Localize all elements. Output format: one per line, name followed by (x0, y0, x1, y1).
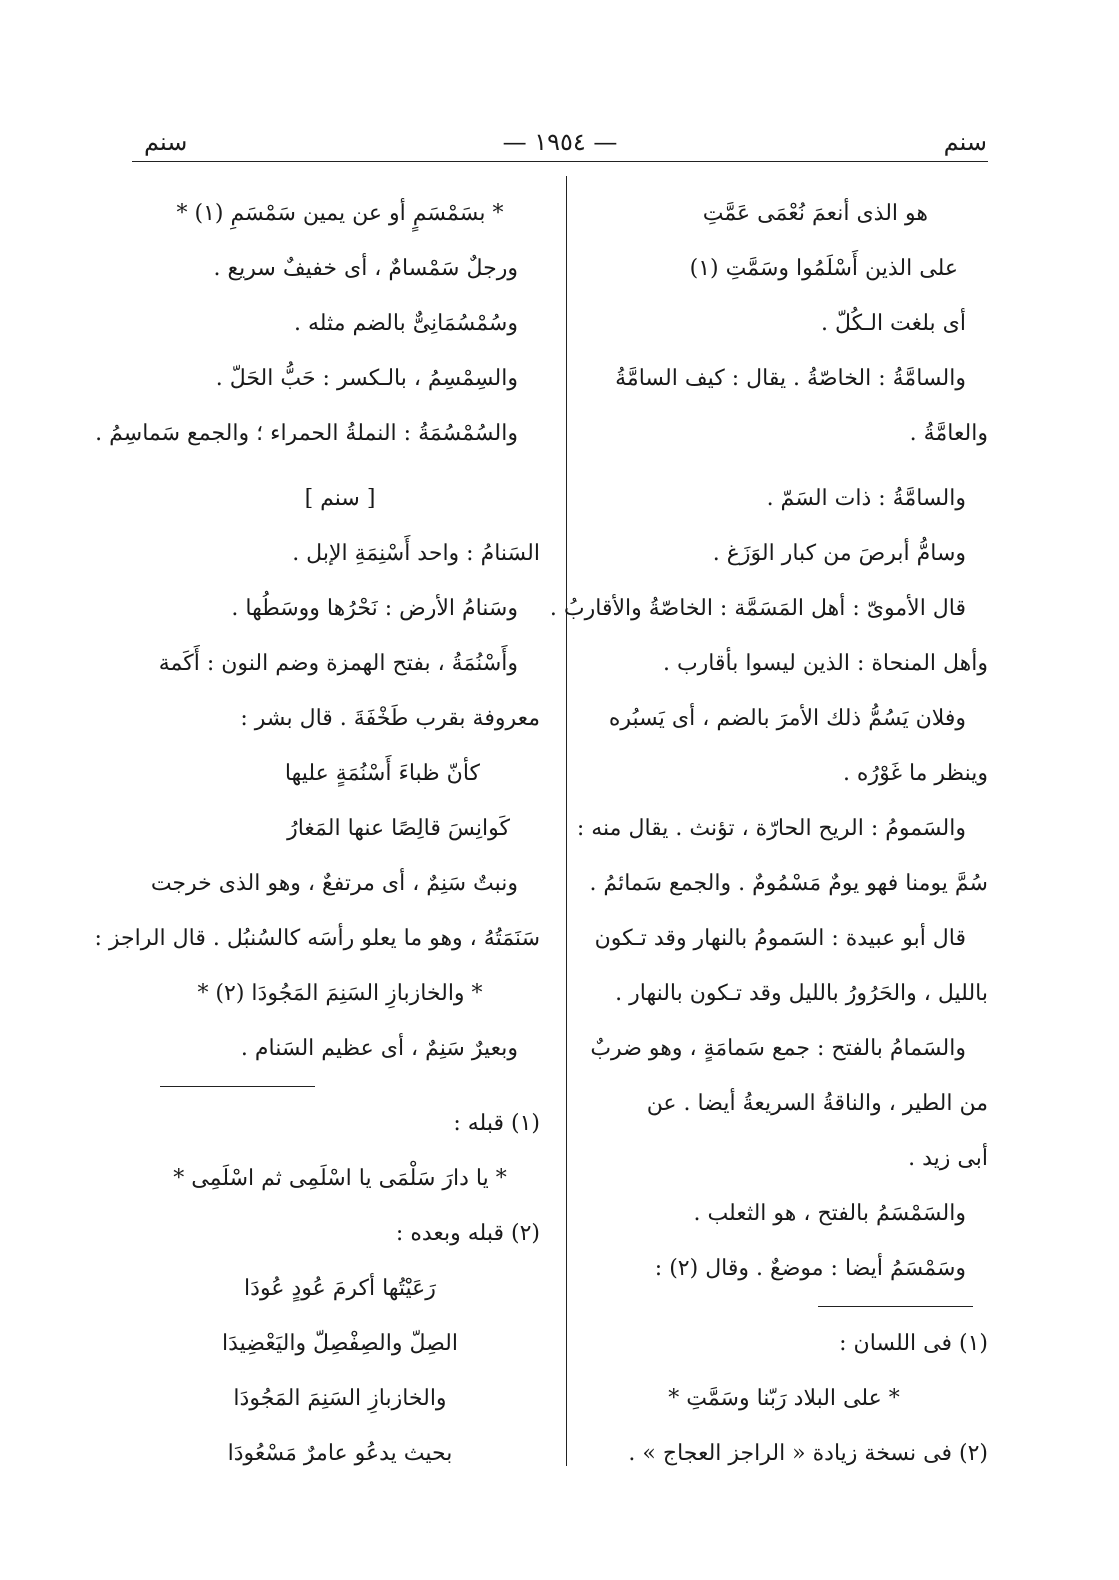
text-line: بالليل ، والحَرُورُ بالليل وقد تـكون بالنهار . (615, 981, 988, 1006)
footnote-line: (١) قبله : (453, 1111, 540, 1136)
right-column (549, 186, 988, 1481)
text-line: قال أبو عبيدة : السَمومُ بالنهار وقد تـكون (594, 926, 966, 951)
footnote-line: * على البلاد رَبّنا وسَمَّتِ * (668, 1386, 900, 1411)
verse-line: هو الذى أنعمَ نُعْمَى عَمَّتِ (702, 201, 928, 226)
text-line: وبعيرٌ سَنِمٌ ، أى عظيم السَنام . (240, 1036, 518, 1061)
header-rule (132, 161, 988, 162)
verse-line: على الذين أَسْلَمُوا وسَمَّتِ (١) (689, 256, 958, 281)
header-entry-right: سنم (943, 128, 987, 156)
text-line: سَنَمَتُهُ ، وهو ما يعلو رأسَه كالسُنبُل . قال الراجز : (94, 926, 540, 951)
text-line: وسامُّ أبرصَ من كبار الوَزَغ . (712, 541, 966, 566)
text-line: والسَمامُ بالفتح : جمع سَمامَةٍ ، وهو ضربٌ (590, 1036, 966, 1061)
verse-line: كَوانِسَ قالِصًا عنها المَغارُ (287, 816, 510, 841)
text-line: أبى زيد . (908, 1146, 988, 1171)
verse-line: * بسَمْسَمٍ أو عن يمين سَمْسَمِ (١) * (176, 201, 504, 226)
section-heading: [ سنم ] (304, 486, 376, 511)
text-line: ورجلٌ سَمْسامٌ ، أى خفيفٌ سريع . (213, 256, 518, 281)
header-entry-left: سنم (144, 128, 188, 156)
footnote-rule (580, 1296, 988, 1316)
text-line: أى بلغت الـكُلّ . (821, 311, 966, 336)
text-line: ونبتٌ سَنِمٌ ، أى مرتفعٌ ، وهو الذى خرجت (150, 871, 518, 896)
text-line: والسِمْسِمُ ، بالـكسر : حَبُّ الحَلّ . (215, 366, 518, 391)
page-number: — ١٩٥٤ — (502, 128, 618, 156)
text-line: معروفة بقرب طَخْفَةَ . قال بشر : (240, 706, 540, 731)
verse-line: * والخازبازِ السَنِمَ المَجُودَا (٢) * (197, 981, 483, 1006)
text-line: والسُمْسُمَةُ : النملةُ الحمراء ؛ والجمع سَماسِمُ . (95, 421, 518, 446)
footnote-line: (٢) قبله وبعده : (395, 1221, 540, 1246)
text-line: وسَنامُ الأرض : نَحْرُها ووسَطُها . (231, 596, 518, 621)
text-line: وينظر ما غَوْرُه . (842, 761, 988, 786)
text-line: والسامَّةُ : ذات السَمّ . (766, 486, 966, 511)
text-line: والعامَّةُ . (909, 421, 988, 446)
footnote-line: (١) فى اللسان : (839, 1331, 988, 1356)
text-line: وسَمْسَمُ أيضا : موضعٌ . وقال (٢) : (654, 1256, 966, 1281)
footnote-line: الصِلّ والصِفْصِلّ واليَعْضِيدَا (222, 1331, 458, 1356)
text-line: وأَسْنُمَةُ ، بفتح الهمزة وضم النون : أَكَمة (158, 651, 518, 676)
footnote-line: رَعَيْتُها أكرمَ عُودٍ عُودَا (244, 1276, 436, 1301)
column-divider (566, 176, 567, 1466)
footnote-line: بحيث يدعُو عامرٌ مَسْعُودَا (227, 1441, 453, 1466)
footnote-rule (140, 1076, 540, 1096)
text-line: والسَمْسَمُ بالفتح ، هو الثعلب . (693, 1201, 966, 1226)
verse-line: كأنّ ظباءَ أَسْنُمَةٍ عليها (284, 761, 480, 786)
text-line: قال الأموىّ : أهل المَسَمَّة : الخاصّةُ والأقاربُ . (549, 596, 966, 621)
text-line: والسامَّةُ : الخاصّةُ . يقال : كيف السامَّةُ (615, 366, 966, 391)
text-line: وأهل المنحاة : الذين ليسوا بأقارب . (662, 651, 988, 676)
text-line: من الطير ، والناقةُ السريعةُ أيضا . عن (646, 1091, 988, 1116)
text-line: والسَمومُ : الريح الحارّة ، تؤنث . يقال منه : (576, 816, 966, 841)
left-column (94, 186, 540, 1481)
footnote-line: والخازبازِ السَنِمَ المَجُودَا (233, 1386, 447, 1411)
footnote-line: (٢) فى نسخة زيادة « الراجز العجاج » . (628, 1441, 988, 1466)
text-line: وفلان يَسُمُّ ذلك الأمرَ بالضم ، أى يَسبُره (608, 706, 966, 731)
text-line: سُمَّ يومنا فهو يومٌ مَسْمُومٌ . والجمع سَمائمُ . (589, 871, 988, 896)
text-line: السَنامُ : واحد أَسْنِمَةِ الإبل . (292, 541, 540, 566)
footnote-line: * يا دارَ سَلْمَى يا اسْلَمِى ثم اسْلَمِى * (173, 1166, 507, 1191)
text-line: وسُمْسُمَانِىٌّ بالضم مثله . (293, 311, 518, 336)
